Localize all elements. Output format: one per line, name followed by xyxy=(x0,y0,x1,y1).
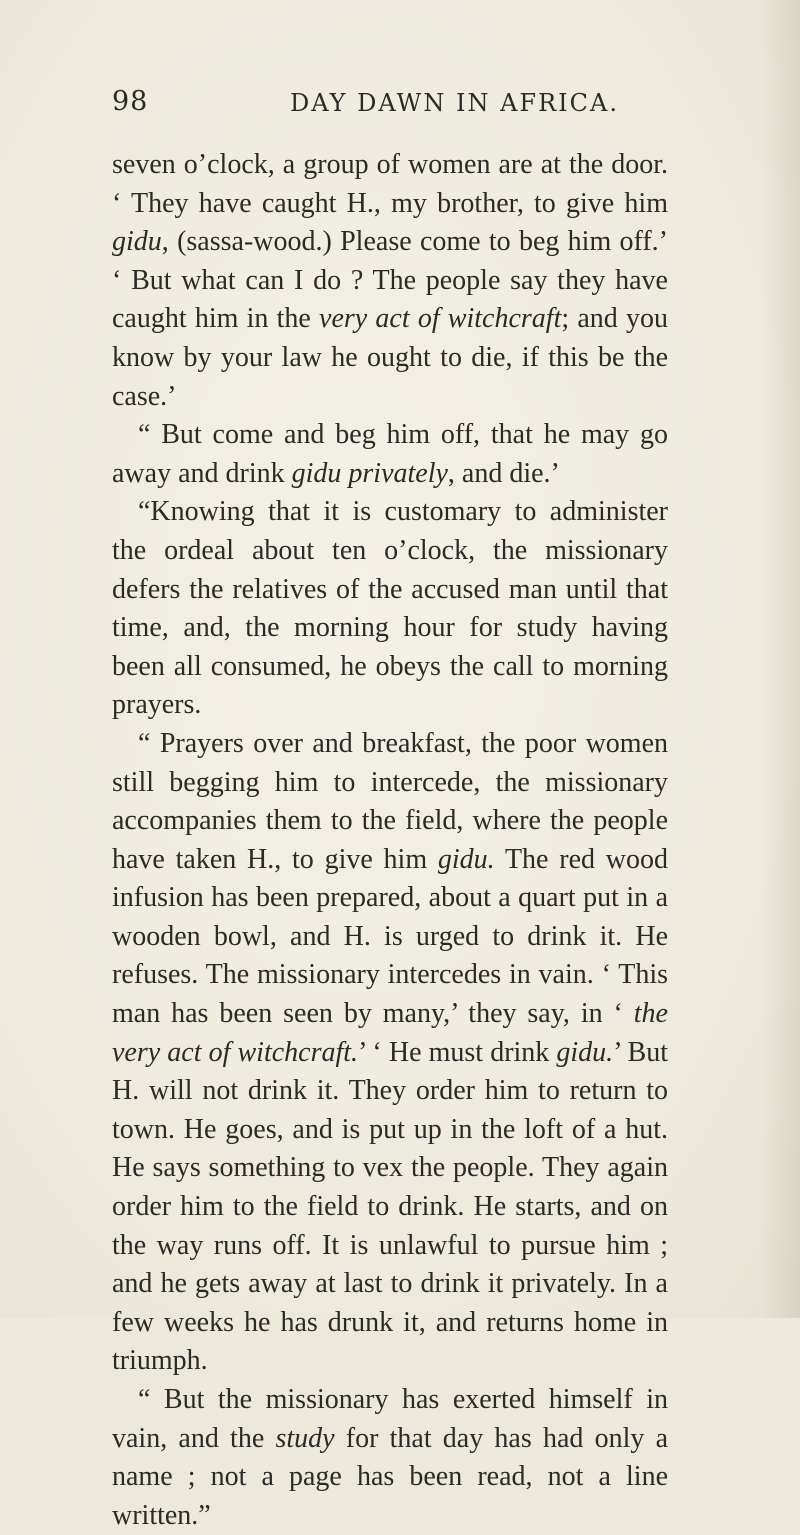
text-segment: “ Prayers over and breakfast, the poor women still begging him to intercede, the missionary accompanies them to the field, where the people have taken H., to give him xyxy=(112,727,668,875)
text-segment: for that day has had only a name ; not a page has been read, not a line written.” xyxy=(112,1422,668,1531)
text-segment: ; and you know by your law he ought to die, if this be the case.’ xyxy=(112,303,668,412)
running-title: DAY DAWN IN AFRICA. xyxy=(290,89,619,117)
text-segment: ’ ‘ He must drink xyxy=(358,1036,557,1068)
paragraph xyxy=(112,416,668,493)
paragraph xyxy=(112,1381,668,1535)
text-segment: “ But the missionary has exerted himself in vain, and the xyxy=(112,1384,668,1454)
page-number: 98 xyxy=(112,86,149,117)
italic-text: gidu xyxy=(112,226,162,258)
italic-text: study xyxy=(275,1422,335,1454)
italic-text: gidu. xyxy=(556,1036,614,1068)
running-head xyxy=(112,86,672,128)
text-segment: The red wood infusion has been prepared, about a quart put in a wooden bowl, and H. is urged to drink it. He refuses. The missionary intercedes in vain. ‘ This man has been seen by many,’ they say, in ‘ xyxy=(112,843,669,1030)
italic-text: gidu privately xyxy=(291,457,448,489)
paragraph xyxy=(112,493,668,725)
text-segment: “ But come and beg him off, that he may go away and drink xyxy=(112,419,668,489)
paragraph xyxy=(112,146,668,416)
body-text xyxy=(112,146,668,1535)
text-segment: , and die.’ xyxy=(447,457,560,489)
text-segment: seven o’clock, a group of women are at the door. ‘ They have caught H., my brother, to give him xyxy=(112,149,668,219)
italic-text: the very act of witchcraft. xyxy=(112,998,668,1068)
paragraph xyxy=(112,725,668,1381)
italic-text: gidu. xyxy=(437,843,495,875)
italic-text: very act of witchcraft xyxy=(319,303,562,335)
text-segment: “Knowing that it is customary to administer the ordeal about ten o’clock, the missionary defers the relatives of the accused man until that time, and, the morning hour for study having been all consumed, he obeys the call to morning prayers. xyxy=(112,496,668,721)
text-segment: ’ But H. will not drink it. They order him to return to town. He goes, and is put up in the loft of a hut. He says something to vex the people. They again order him to the field to drink. He starts, and on the way runs off. It is unlawful to pursue him ; and he gets away at last to drink it privately. In a few weeks he has drunk it, and returns home in triumph. xyxy=(112,1036,669,1377)
text-segment: , (sassa-wood.) Please come to beg him off.’ ‘ But what can I do ? The people say they have caught him in the xyxy=(112,226,668,335)
page-edge-shadow xyxy=(760,0,800,1318)
